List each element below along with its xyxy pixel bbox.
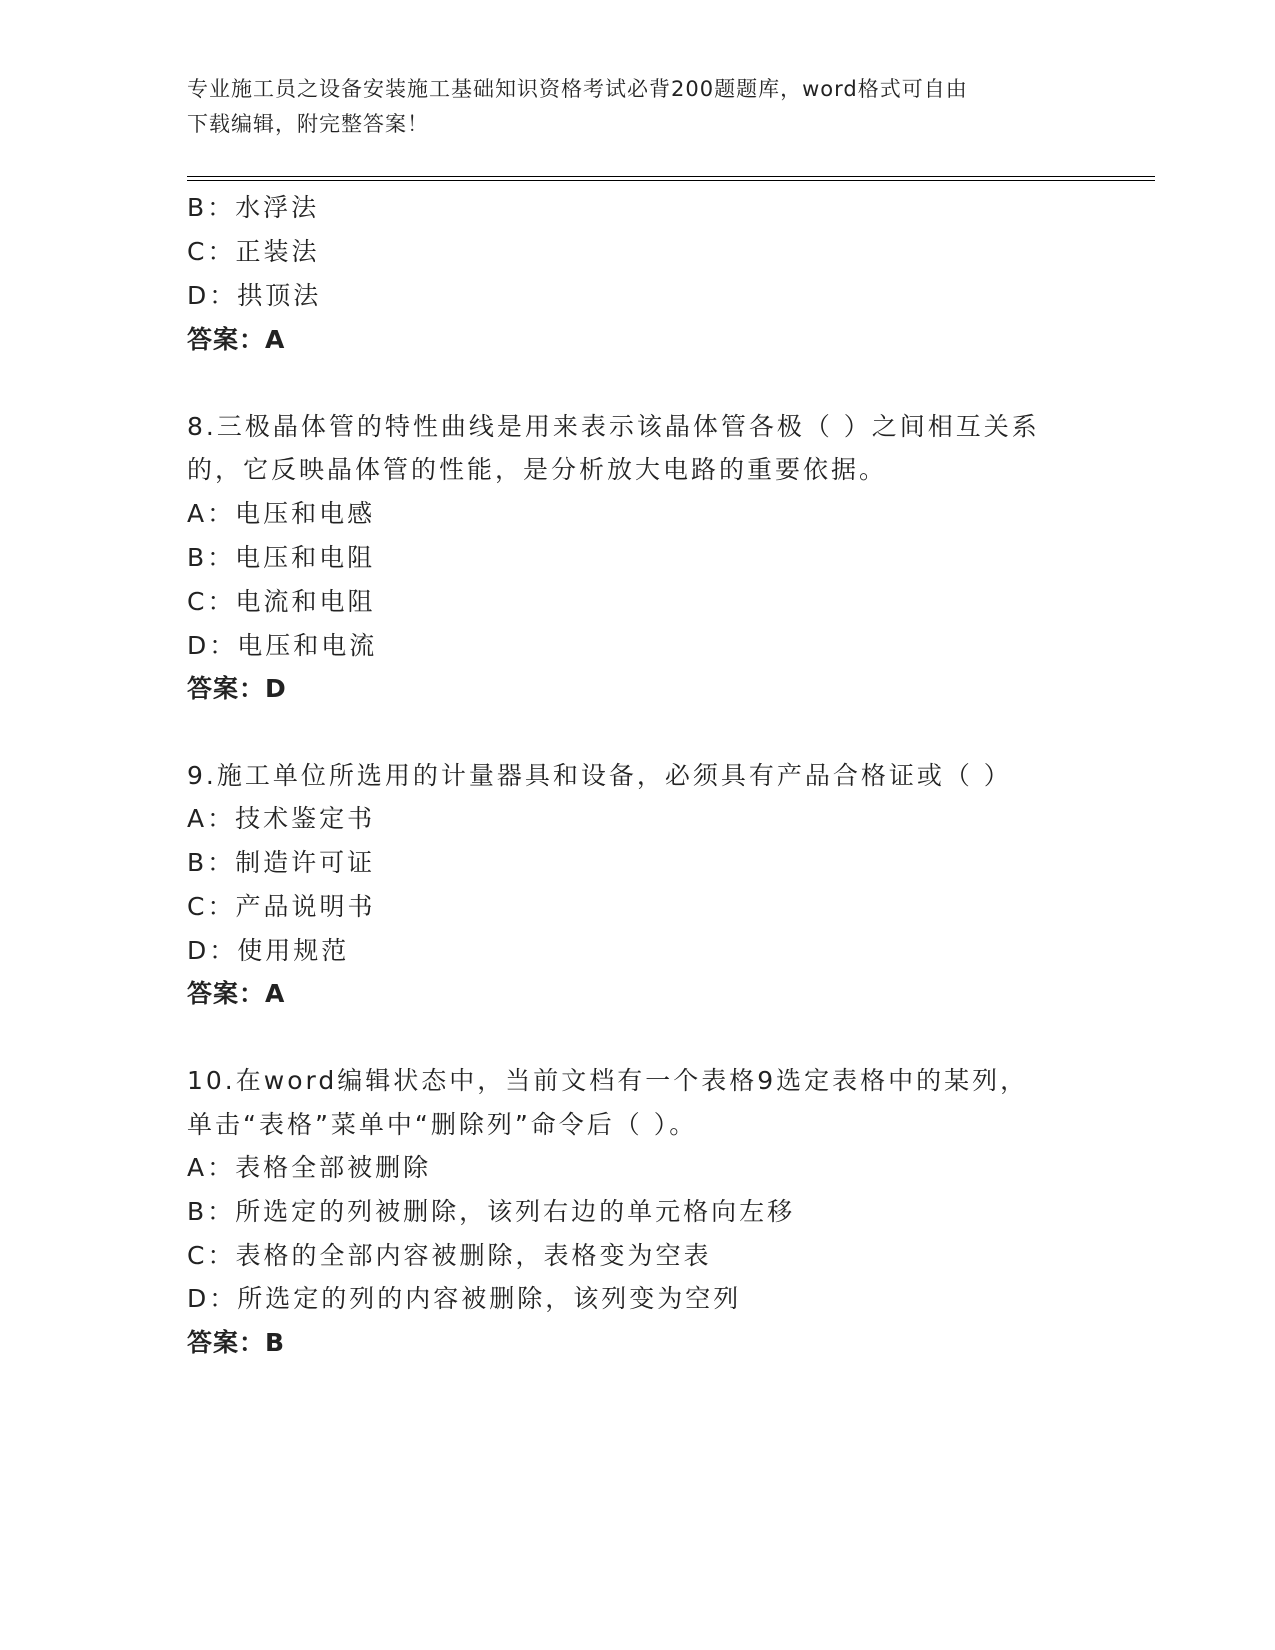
q9-stem-line-1: 9.施工单位所选用的计量器具和设备，必须具有产品合格证或（ ） bbox=[187, 761, 1012, 790]
q9-answer: 答案：A bbox=[187, 979, 286, 1008]
q7-answer: 答案：A bbox=[187, 325, 286, 354]
q8-option-b: B：电压和电阻 bbox=[187, 543, 376, 572]
q8-option-d: D：电压和电流 bbox=[187, 631, 378, 660]
q10-stem-line-2: 单击“表格”菜单中“删除列”命令后（ ）。 bbox=[187, 1110, 698, 1139]
q8-option-a: A：电压和电感 bbox=[187, 499, 376, 528]
q9-option-a: A：技术鉴定书 bbox=[187, 804, 376, 833]
q10-option-b: B：所选定的列被删除，该列右边的单元格向左移 bbox=[187, 1197, 796, 1226]
q10-option-a: A：表格全部被删除 bbox=[187, 1153, 432, 1182]
document-header bbox=[187, 72, 1087, 142]
header-rule-bottom bbox=[187, 180, 1155, 181]
q10-answer: 答案：B bbox=[187, 1328, 286, 1357]
q7-option-d: D：拱顶法 bbox=[187, 281, 322, 310]
q8-option-c: C：电流和电阻 bbox=[187, 587, 376, 616]
q9-option-b: B：制造许可证 bbox=[187, 848, 376, 877]
q10-stem-line-1: 10.在word编辑状态中，当前文档有一个表格9选定表格中的某列， bbox=[187, 1066, 1029, 1095]
q7-option-c: C：正装法 bbox=[187, 237, 320, 266]
q8-stem-line-1: 8.三极晶体管的特性曲线是用来表示该晶体管各极（ ）之间相互关系 bbox=[187, 412, 1040, 441]
header-line-2: 下载编辑，附完整答案！ bbox=[187, 112, 429, 136]
q8-stem-line-2: 的，它反映晶体管的性能，是分析放大电路的重要依据。 bbox=[187, 455, 888, 484]
header-rule-top bbox=[187, 176, 1155, 177]
q9-option-c: C：产品说明书 bbox=[187, 892, 376, 921]
q8-answer: 答案：D bbox=[187, 674, 287, 703]
q10-option-d: D：所选定的列的内容被删除，该列变为空列 bbox=[187, 1284, 742, 1313]
q9-option-d: D：使用规范 bbox=[187, 936, 350, 965]
header-line-1: 专业施工员之设备安装施工基础知识资格考试必背200题题库，word格式可自由 bbox=[187, 77, 968, 101]
q7-option-b: B：水浮法 bbox=[187, 193, 320, 222]
q10-option-c: C：表格的全部内容被删除，表格变为空表 bbox=[187, 1241, 712, 1270]
